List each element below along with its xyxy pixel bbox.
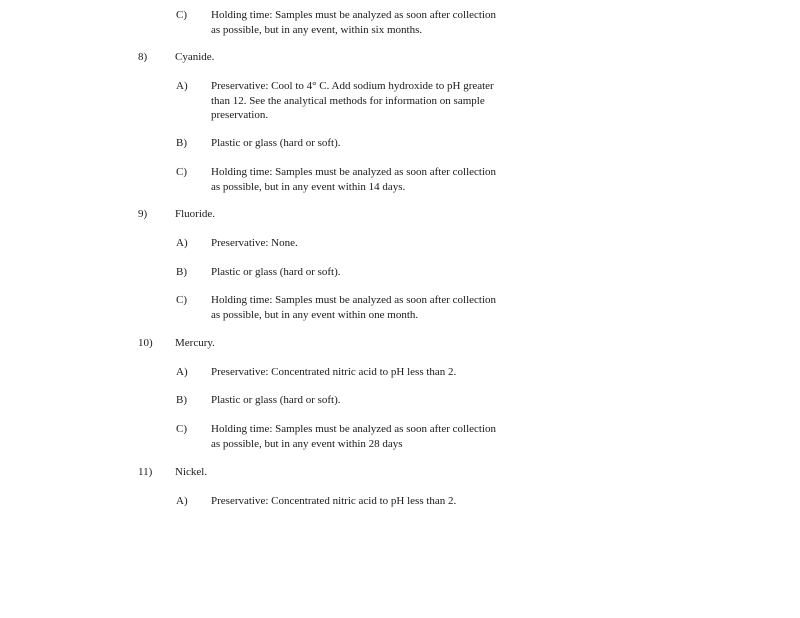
item-line: Holding time: Samples must be analyzed as soon after collection: [211, 9, 497, 21]
item-letter: A): [176, 495, 188, 507]
item-letter: A): [176, 80, 188, 92]
item-text: [211, 365, 541, 380]
item-text: [211, 393, 541, 408]
item-line: as possible, but in any event within one month.: [211, 308, 419, 321]
item-line: Preservative: Concentrated nitric acid to pH less than 2.: [211, 366, 457, 378]
section-title: Cyanide.: [175, 51, 215, 63]
section-number: 11): [138, 466, 153, 478]
item-line: as possible, but in any event, within six months.: [211, 23, 423, 36]
item-line: than 12. See the analytical methods for information on sample: [211, 94, 485, 107]
item-line: Holding time: Samples must be analyzed as soon after collection: [211, 166, 497, 178]
item-letter: C): [176, 294, 187, 306]
item-text: [211, 265, 541, 280]
section-number: 8): [138, 51, 148, 63]
item-text: [211, 79, 541, 123]
item-line: as possible, but in any event within 28 days: [211, 437, 403, 450]
item-letter: C): [176, 423, 187, 435]
item-line: Plastic or glass (hard or soft).: [211, 137, 341, 149]
item-line: Plastic or glass (hard or soft).: [211, 394, 341, 406]
item-line: Preservative: Concentrated nitric acid to pH less than 2.: [211, 495, 457, 507]
item-line: Holding time: Samples must be analyzed as soon after collection: [211, 294, 497, 306]
item-text: [211, 236, 541, 251]
item-text: [211, 136, 541, 151]
item-text: [211, 8, 541, 37]
item-letter: C): [176, 9, 187, 21]
item-letter: B): [176, 394, 187, 406]
item-line: preservation.: [211, 109, 269, 121]
item-letter: A): [176, 366, 188, 378]
section-number: 9): [138, 208, 148, 220]
item-line: Preservative: Cool to 4° C. Add sodium hydroxide to pH greater: [211, 80, 494, 92]
item-line: Plastic or glass (hard or soft).: [211, 266, 341, 278]
item-line: Holding time: Samples must be analyzed as soon after collection: [211, 423, 497, 435]
item-letter: A): [176, 237, 188, 249]
item-line: as possible, but in any event within 14 days.: [211, 180, 406, 193]
item-letter: B): [176, 137, 187, 149]
section-number: 10): [138, 337, 153, 349]
item-letter: B): [176, 266, 187, 278]
section-title: Nickel.: [175, 466, 208, 478]
item-line: Preservative: None.: [211, 237, 298, 249]
section-title: Mercury.: [175, 337, 215, 349]
item-text: [211, 422, 541, 451]
item-text: [211, 494, 541, 509]
item-text: [211, 165, 541, 194]
item-letter: C): [176, 166, 187, 178]
item-text: [211, 293, 541, 322]
section-title: Fluoride.: [175, 208, 216, 220]
